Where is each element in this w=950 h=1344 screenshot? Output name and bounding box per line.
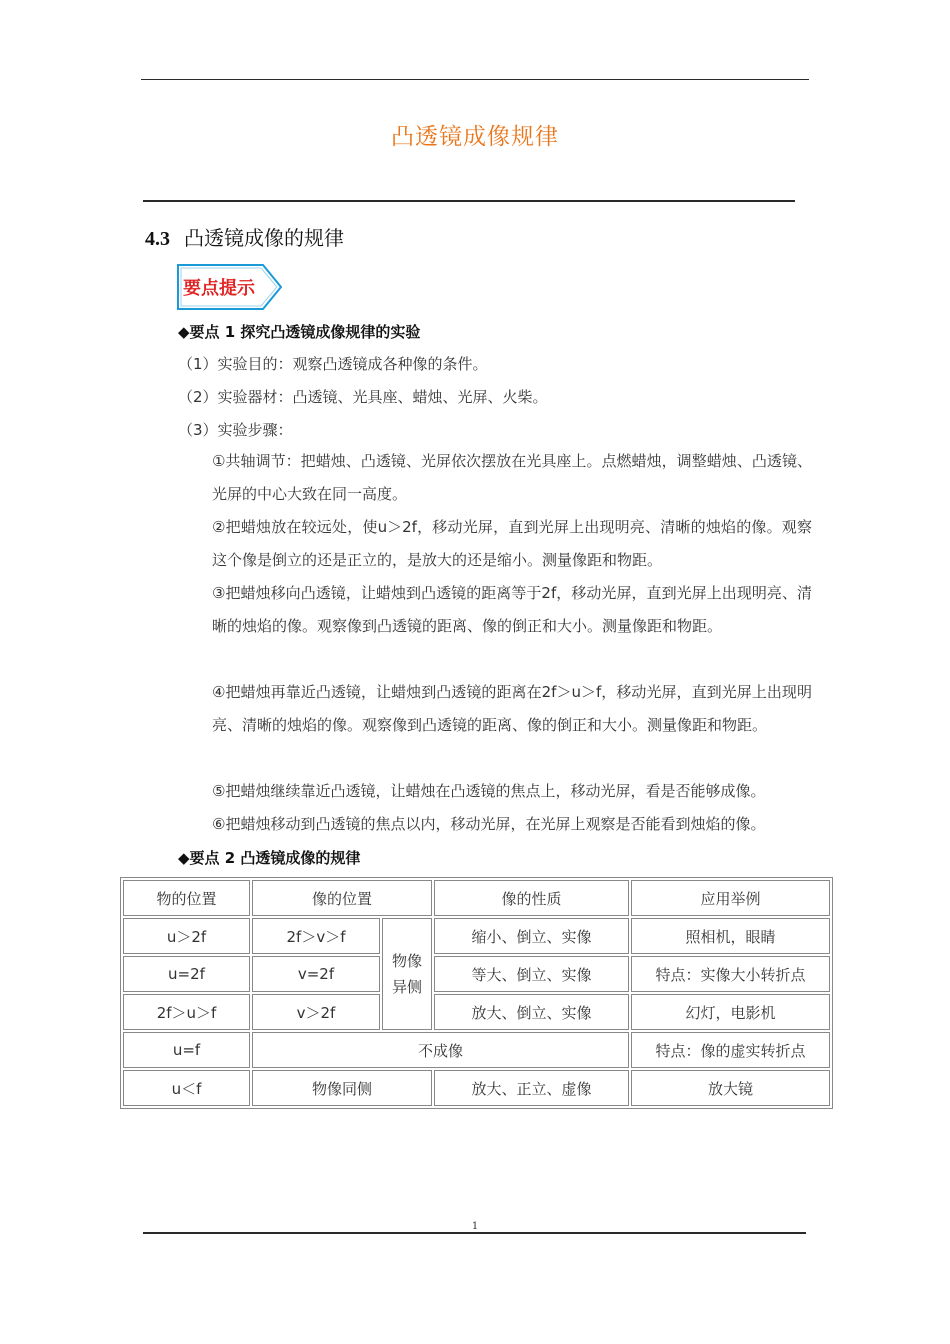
- item-steps: （3）实验步骤：: [178, 421, 293, 439]
- cell-application: 特点：像的虚实转折点: [631, 1032, 830, 1068]
- cell-application: 放大镜: [631, 1070, 830, 1106]
- table-row: [123, 1070, 830, 1106]
- keypoint-1-heading: ◆要点 1 探究凸透镜成像规律的实验: [178, 323, 421, 341]
- header-image-nature: 像的性质: [434, 880, 629, 916]
- cell-application: 幻灯，电影机: [631, 994, 830, 1030]
- imaging-rules-table: [120, 877, 833, 1109]
- side-label-line-1: 物像: [391, 952, 422, 970]
- footer-rule: [143, 1232, 806, 1234]
- page-number: 1: [471, 1221, 479, 1232]
- header-rule-bottom: [143, 200, 795, 202]
- cell-nature: 缩小、倒立、实像: [434, 918, 629, 954]
- page-title: 凸透镜成像规律: [391, 124, 559, 150]
- step-4: ④把蜡烛再靠近凸透镜，让蜡烛到凸透镜的距离在2f＞u＞f，移动光屏，直到光屏上出现明亮、清晰的烛焰的像。观察像到凸透镜的距离、像的倒正和大小。测量像距和物距。: [212, 683, 812, 734]
- cell-application: 特点：实像大小转折点: [631, 956, 830, 992]
- keypoint-2-heading: ◆要点 2 凸透镜成像的规律: [178, 849, 361, 867]
- cell-no-image: 不成像: [252, 1032, 629, 1068]
- header-image-position: 像的位置: [252, 880, 432, 916]
- cell-image: v＞2f: [252, 994, 380, 1030]
- key-points-badge: [177, 264, 282, 310]
- cell-nature: 放大、正立、虚像: [434, 1070, 629, 1106]
- cell-image: 物像同侧: [252, 1070, 432, 1106]
- cell-object: u=f: [123, 1032, 250, 1068]
- table-row: [123, 1032, 830, 1068]
- header-object-position: 物的位置: [123, 880, 250, 916]
- cell-object: u＞2f: [123, 918, 250, 954]
- cell-image: v=2f: [252, 956, 380, 992]
- section-heading: [145, 222, 344, 251]
- table-row: [123, 956, 830, 992]
- section-title: 凸透镜成像的规律: [184, 226, 344, 250]
- header-rule-top: [141, 79, 809, 80]
- header-application: 应用举例: [631, 880, 830, 916]
- step-3: ③把蜡烛移向凸透镜，让蜡烛到凸透镜的距离等于2f，移动光屏，直到光屏上出现明亮、清晰的烛焰的像。观察像到凸透镜的距离、像的倒正和大小。测量像距和物距。: [212, 584, 812, 635]
- section-number: 4.3: [145, 228, 170, 250]
- step-5: ⑤把蜡烛继续靠近凸透镜，让蜡烛在凸透镜的焦点上，移动光屏，看是否能够成像。: [212, 782, 766, 800]
- cell-nature: 等大、倒立、实像: [434, 956, 629, 992]
- cell-opposite-side: [382, 918, 432, 1030]
- step-2: ②把蜡烛放在较远处，使u＞2f，移动光屏，直到光屏上出现明亮、清晰的烛焰的像。观察这个像是倒立的还是正立的，是放大的还是缩小。测量像距和物距。: [212, 518, 812, 569]
- cell-object: u=2f: [123, 956, 250, 992]
- table-row: [123, 918, 830, 954]
- cell-object: 2f＞u＞f: [123, 994, 250, 1030]
- table-row: [123, 994, 830, 1030]
- badge-label: 要点提示: [183, 278, 255, 299]
- cell-image: 2f＞v＞f: [252, 918, 380, 954]
- cell-object: u＜f: [123, 1070, 250, 1106]
- item-purpose: （1）实验目的：观察凸透镜成各种像的条件。: [178, 355, 488, 373]
- cell-application: 照相机，眼睛: [631, 918, 830, 954]
- step-6: ⑥把蜡烛移动到凸透镜的焦点以内，移动光屏，在光屏上观察是否能看到烛焰的像。: [212, 815, 766, 833]
- table-header-row: [123, 880, 830, 916]
- cell-nature: 放大、倒立、实像: [434, 994, 629, 1030]
- item-equipment: （2）实验器材：凸透镜、光具座、蜡烛、光屏、火柴。: [178, 388, 548, 406]
- step-1: ①共轴调节：把蜡烛、凸透镜、光屏依次摆放在光具座上。点燃蜡烛，调整蜡烛、凸透镜、光屏的中心大致在同一高度。: [212, 452, 812, 503]
- side-label-line-2: 异侧: [391, 978, 422, 996]
